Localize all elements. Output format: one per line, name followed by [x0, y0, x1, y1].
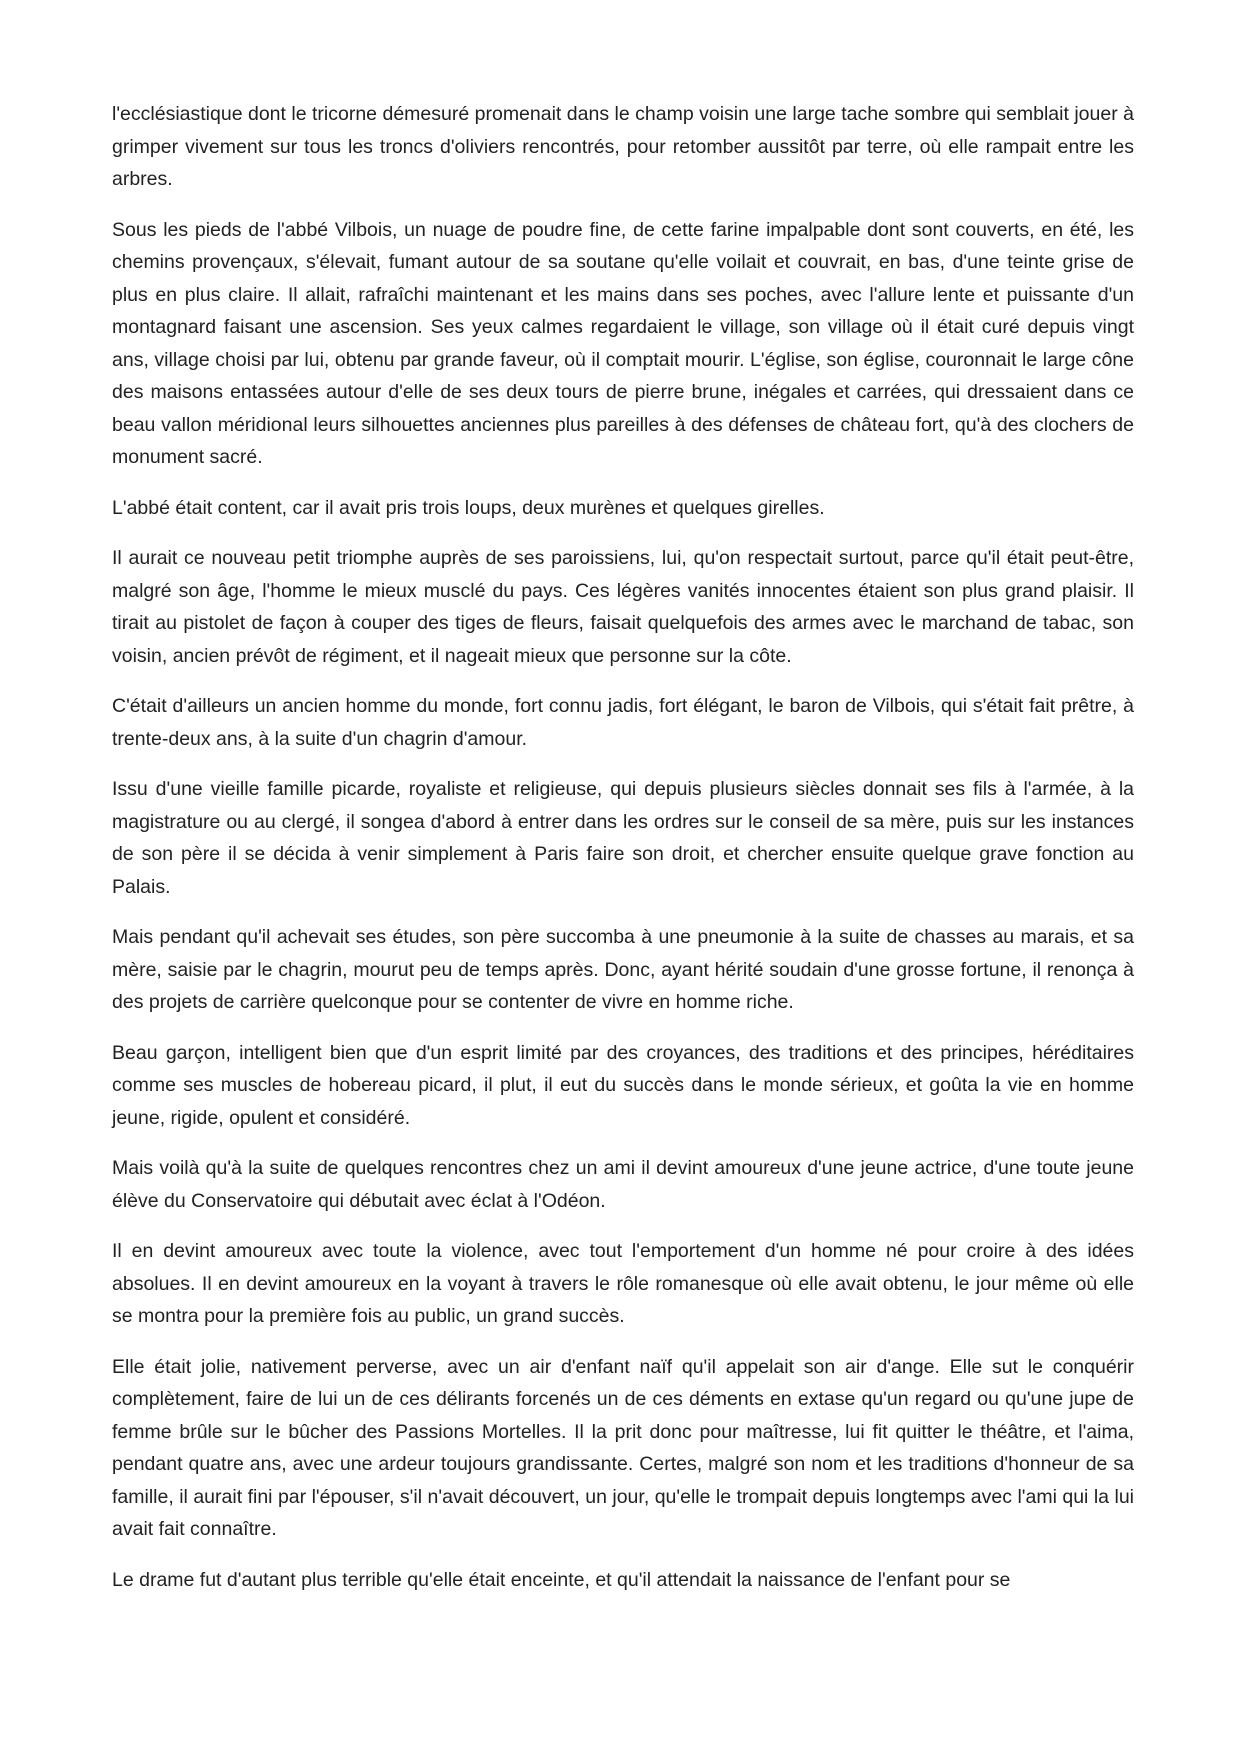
- paragraph: Elle était jolie, nativement perverse, avec un air d'enfant naïf qu'il appelait son air d'ange. Elle sut le conquérir complètement, faire de lui un de ces délirants forcenés un de ces déments en extase qu'un regard ou qu'une jupe de femme brûle sur le bûcher des Passions Mortelles. Il la prit donc pour maîtresse, lui fit quitter le théâtre, et l'aima, pendant quatre ans, avec une ardeur toujours grandissante. Certes, malgré son nom et les traditions d'honneur de sa famille, il aurait fini par l'épouser, s'il n'avait découvert, un jour, qu'elle le trompait depuis longtemps avec l'ami qui la lui avait fait connaître.: [112, 1355, 1134, 1540]
- paragraph: Mais voilà qu'à la suite de quelques rencontres chez un ami il devint amoureux d'une jeune actrice, d'une toute jeune élève du Conservatoire qui débutait avec éclat à l'Odéon.: [112, 1157, 1134, 1212]
- paragraph: C'était d'ailleurs un ancien homme du monde, fort connu jadis, fort élégant, le baron de Vilbois, qui s'était fait prêtre, à trente-deux ans, à la suite d'un chagrin d'amour.: [112, 695, 1134, 750]
- document-page: [112, 98, 1134, 1614]
- paragraph: Sous les pieds de l'abbé Vilbois, un nuage de poudre fine, de cette farine impalpable dont sont couverts, en été, les chemins provençaux, s'élevait, fumant autour de sa soutane qu'elle voilait et couvrait, en bas, d'une teinte grise de plus en plus claire. Il allait, rafraîchi maintenant et les mains dans ses poches, avec l'allure lente et puissante d'un montagnard faisant une ascension. Ses yeux calmes regardaient le village, son village où il était curé depuis vingt ans, village choisi par lui, obtenu par grande faveur, où il comptait mourir. L'église, son église, couronnait le large cône des maisons entassées autour d'elle de ses deux tours de pierre brune, inégales et carrées, qui dressaient dans ce beau vallon méridional leurs silhouettes anciennes plus pareilles à des défenses de château fort, qu'à des clochers de monument sacré.: [112, 218, 1134, 468]
- paragraph: L'abbé était content, car il avait pris trois loups, deux murènes et quelques girelles.: [112, 496, 825, 519]
- paragraph: Il aurait ce nouveau petit triomphe auprès de ses paroissiens, lui, qu'on respectait surtout, parce qu'il était peut-être, malgré son âge, l'homme le mieux musclé du pays. Ces légères vanités innocentes étaient son plus grand plaisir. Il tirait au pistolet de façon à couper des tiges de fleurs, faisait quelquefois des armes avec le marchand de tabac, son voisin, ancien prévôt de régiment, et il nageait mieux que personne sur la côte.: [112, 547, 1134, 667]
- paragraph: Mais pendant qu'il achevait ses études, son père succomba à une pneumonie à la suite de chasses au marais, et sa mère, saisie par le chagrin, mourut peu de temps après. Donc, ayant hérité soudain d'une grosse fortune, il renonça à des projets de carrière quelconque pour se contenter de vivre en homme riche.: [112, 926, 1134, 1013]
- paragraph: Issu d'une vieille famille picarde, royaliste et religieuse, qui depuis plusieurs siècles donnait ses fils à l'armée, à la magistrature ou au clergé, il songea d'abord à entrer dans les ordres sur le conseil de sa mère, puis sur les instances de son père il se décida à venir simplement à Paris faire son droit, et chercher ensuite quelque grave fonction au Palais.: [112, 778, 1134, 898]
- paragraph: Il en devint amoureux avec toute la violence, avec tout l'emportement d'un homme né pour croire à des idées absolues. Il en devint amoureux en la voyant à travers le rôle romanesque où elle avait obtenu, le jour même où elle se montra pour la première fois au public, un grand succès.: [112, 1240, 1134, 1327]
- paragraph: Le drame fut d'autant plus terrible qu'elle était enceinte, et qu'il attendait la naissance de l'enfant pour se: [112, 1568, 1011, 1591]
- paragraph: Beau garçon, intelligent bien que d'un esprit limité par des croyances, des traditions et des principes, héréditaires comme ses muscles de hobereau picard, il plut, il eut du succès dans le monde sérieux, et goûta la vie en homme jeune, rigide, opulent et considéré.: [112, 1041, 1134, 1129]
- paragraph: l'ecclésiastique dont le tricorne démesuré promenait dans le champ voisin une large tache sombre qui semblait jouer à grimper vivement sur tous les troncs d'oliviers rencontrés, pour retomber aussitôt par terre, où elle rampait entre les arbres.: [112, 103, 1134, 190]
